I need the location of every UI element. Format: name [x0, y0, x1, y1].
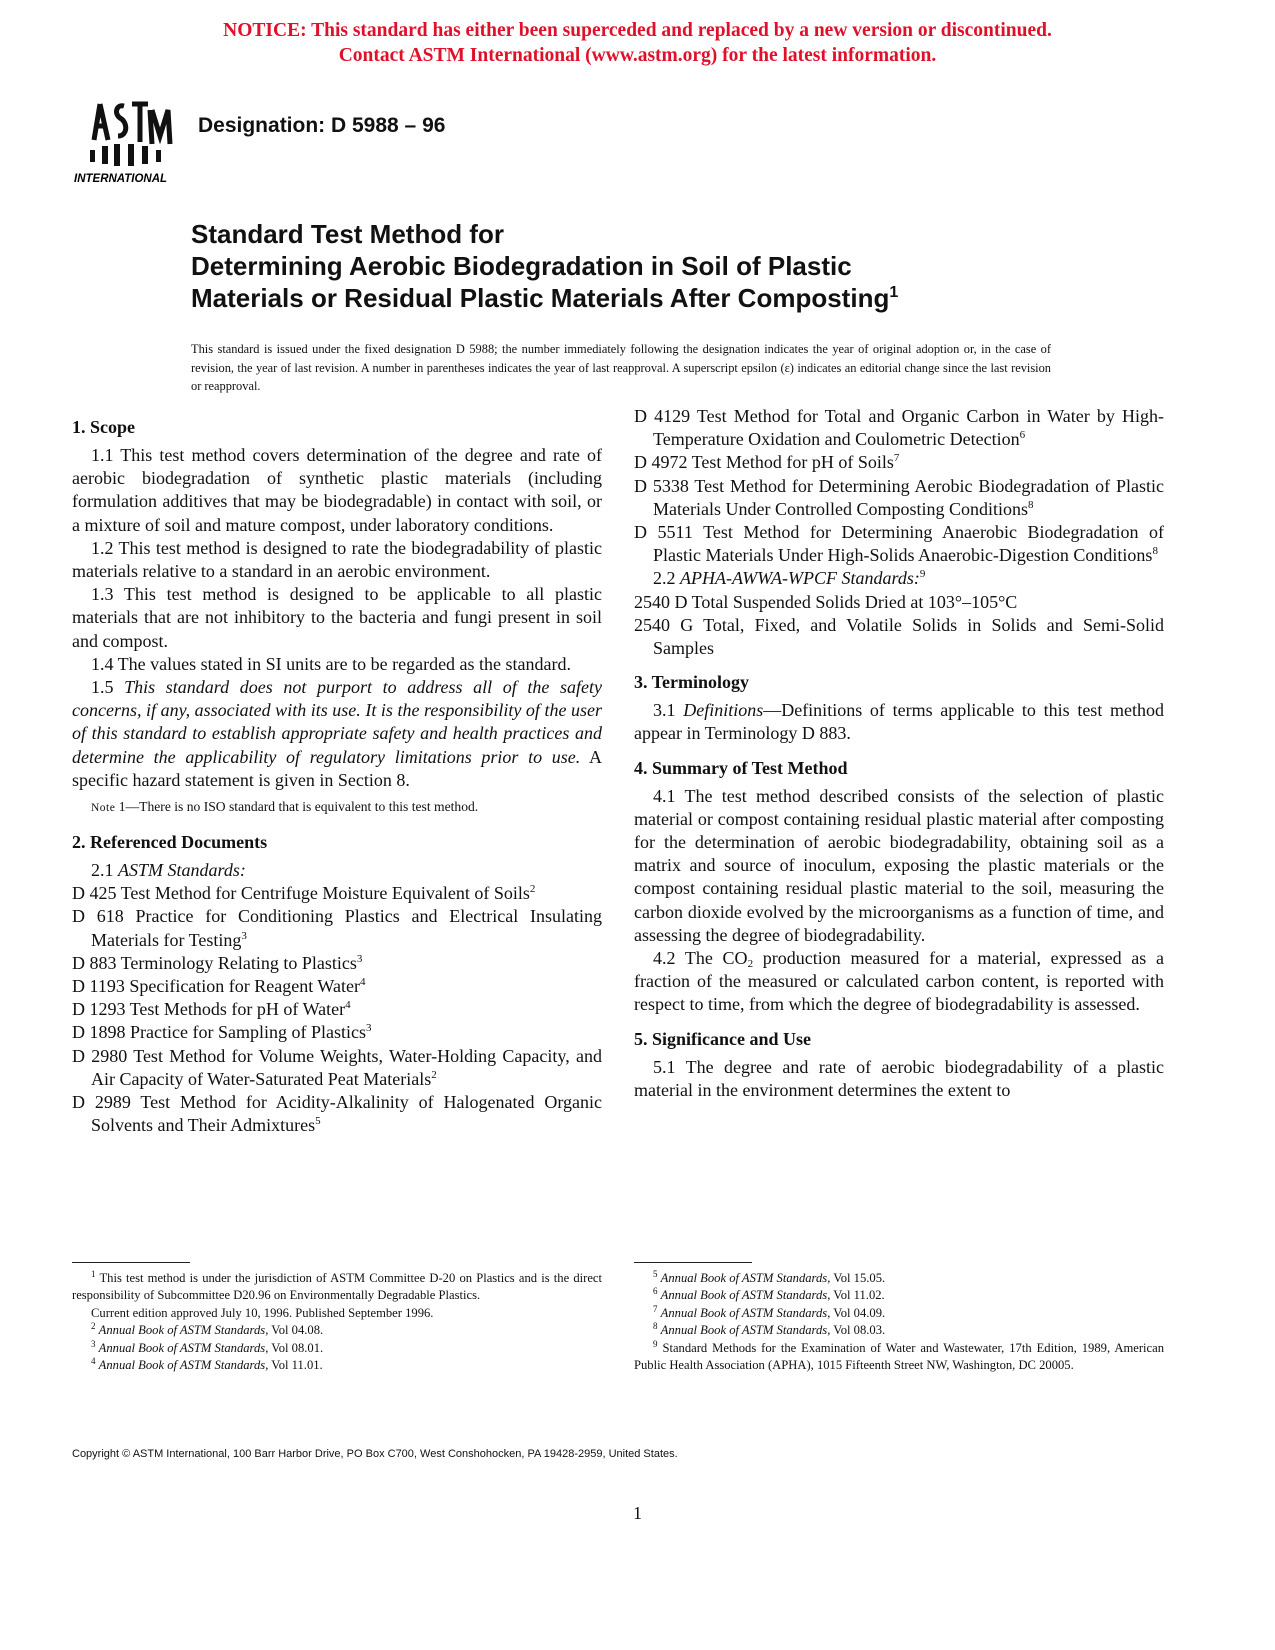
reference-item [634, 521, 1164, 567]
reference-item [634, 451, 1164, 474]
footnote-rule-left [72, 1262, 190, 1263]
reference-text: D 618 Practice for Conditioning Plastics and Electrical Insulating Materials for Testing [72, 906, 602, 950]
astm-standards-label: 2.1 ASTM Standards: [91, 860, 246, 881]
section-heading-referenced-documents: 2. Referenced Documents [72, 832, 268, 853]
reference-item [72, 905, 602, 951]
reference-text: D 5338 Test Method for Determining Aerobic Biodegradation of Plastic Materials Under Controlled Composting Conditions [634, 475, 1164, 519]
reference-footnote-mark: 2 [431, 1068, 437, 1081]
reference-text: D 2980 Test Method for Volume Weights, Water-Holding Capacity, and Air Capacity of Water-Saturated Peat Materials [72, 1045, 602, 1089]
paragraph-1-4: 1.4 The values stated in SI units are to be regarded as the standard. [91, 653, 572, 674]
footnote-book: Annual Book of ASTM Standards [98, 1358, 266, 1373]
footnote-mark: 5 [653, 1269, 658, 1279]
notice-line-2: Contact ASTM International (www.astm.org) for the latest information. [338, 45, 937, 66]
footnote-rule-right [634, 1262, 752, 1263]
apha-standards-label: 2.2 APHA-AWWA-WPCF Standards:$^9$ [653, 568, 926, 589]
reference-text: D 1898 Practice for Sampling of Plastics [72, 1022, 366, 1043]
reference-footnote-mark: 4 [359, 976, 366, 989]
footnote-item [72, 1340, 602, 1357]
footnote-item [72, 1322, 602, 1339]
reference-text: D 883 Terminology Relating to Plastics [72, 952, 357, 973]
reference-footnote-mark: 4 [345, 999, 351, 1012]
paragraph-4-2: 4.2 The $CO_2$ production measured for a material, expressed as a fraction of the measured or calculated carbon content, is reported with respect to time, from which the degree of biodegradability is assessed. [634, 948, 1164, 1015]
issuance-note: This standard is issued under the fixed designation D 5988; the number immediately following the designation indicates the year of original adoption or, in the case of revision, the year of last revision. A number in parentheses indicates the year of last reapproval. A superscript epsilon (ε) indicates an editorial change since the last revision or reapproval. [191, 342, 1051, 394]
footnote-vol: , Vol 04.08. [265, 1323, 324, 1338]
title-line-2: Determining Aerobic Biodegradation in Soil of Plastic [191, 251, 852, 281]
footnote-vol: , Vol 08.03. [827, 1323, 886, 1338]
footnote-item [634, 1305, 1164, 1322]
notice-line-1: NOTICE: This standard has either been superceded and replaced by a new version or discontinued. [223, 20, 1052, 41]
footnote-mark: 6 [653, 1286, 658, 1297]
reference-footnote-mark: 2 [529, 883, 536, 896]
reference-item [72, 998, 602, 1021]
paragraph-1-3: 1.3 This test method is designed to be applicable to all plastic materials that are not inhibitory to the bacteria and fungi present in soil and compost. [72, 584, 602, 651]
astm-logo-icon [72, 96, 180, 188]
apha-item-2540g: 2540 G Total, Fixed, and Volatile Solids in Solids and Semi-Solid Samples [634, 614, 1164, 659]
footnote-item [634, 1270, 1164, 1287]
reference-footnote-mark: 5 [315, 1115, 321, 1128]
page-number: 1 [633, 1503, 642, 1523]
left-column [72, 416, 602, 1137]
reference-item [72, 1091, 602, 1137]
footnote-mark: 2 [91, 1321, 96, 1332]
footnote-book: Annual Book of ASTM Standards [660, 1305, 828, 1320]
reference-item [72, 1021, 602, 1044]
reference-text: D 4972 Test Method for pH of Soils [634, 452, 894, 473]
footnote-vol: , Vol 11.02. [827, 1288, 885, 1303]
paragraph-3-1: 3.1 Definitions—Definitions of terms applicable to this test method appear in Terminology D 883. [634, 700, 1165, 744]
footnote-mark: 3 [91, 1338, 96, 1349]
reference-item [634, 475, 1164, 521]
footnote-vol: , Vol 11.01. [265, 1358, 323, 1373]
footnote-mark: 8 [653, 1321, 658, 1332]
designation: Designation: D 5988 – 96 [198, 114, 446, 137]
footnote-item [634, 1322, 1164, 1339]
footnote-vol: , Vol 08.01. [265, 1340, 324, 1355]
footnote-current-edition: Current edition approved July 10, 1996. Published September 1996. [91, 1305, 434, 1320]
title-line-3: Materials or Residual Plastic Materials After Composting [191, 283, 890, 313]
reference-footnote-mark: 8 [1027, 498, 1034, 511]
paragraph-1-5: 1.5 This standard does not purport to address all of the safety concerns, if any, associated with its use. It is the responsibility of the user of this standard to establish appropriate safety and health practices and determine the applicability of regulatory limitations prior to use. A specific hazard statement is given in Section 8. [72, 677, 602, 790]
section-heading-significance: 5. Significance and Use [634, 1028, 812, 1049]
copyright-line: Copyright © ASTM International, 100 Barr Harbor Drive, PO Box C700, West Conshohocken, PA 19428-2959, United States. [72, 1448, 678, 1460]
paragraph-1-2: 1.2 This test method is designed to rate the biodegradability of plastic materials relative to a standard in an aerobic environment. [72, 537, 602, 582]
right-column [634, 405, 1164, 1102]
reference-footnote-mark: 3 [365, 1022, 372, 1035]
footnote-mark: 7 [653, 1303, 658, 1314]
title-line-1: Standard Test Method for [191, 219, 504, 249]
reference-text: D 5511 Test Method for Determining Anaerobic Biodegradation of Plastic Materials Under High-Solids Anaerobic-Digestion Conditions [634, 522, 1164, 566]
footnote-book: Annual Book of ASTM Standards [660, 1271, 828, 1285]
reference-footnote-mark: 7 [893, 452, 900, 465]
footnote-book: Annual Book of ASTM Standards [660, 1323, 828, 1338]
footnote-9: $^9$ Standard Methods for the Examination of Water and Wastewater, 17th Edition, 1989, American Public Health Association (APHA), 1015 Fifteenth Street NW, Washington, DC 20005. [634, 1338, 1164, 1373]
footnote-book: Annual Book of ASTM Standards [660, 1288, 828, 1303]
reference-item [72, 952, 602, 975]
document-title [191, 218, 1091, 314]
reference-footnote-mark: 3 [241, 929, 247, 942]
footnote-item [634, 1287, 1164, 1304]
footnote-item [72, 1357, 602, 1374]
footnote-vol: , Vol 04.09. [827, 1305, 886, 1320]
logo-wordmark: INTERNATIONAL [74, 173, 168, 185]
paragraph-1-1: 1.1 This test method covers determination of the degree and rate of aerobic biodegradation of synthetic plastic materials (including formulation additives that may be biodegradable) in contact with soil, or a mixture of soil and mature compost, under laboratory conditions. [72, 445, 602, 535]
footnote-book: Annual Book of ASTM Standards [98, 1323, 266, 1338]
section-heading-summary: 4. Summary of Test Method [634, 757, 848, 778]
notice-banner [0, 18, 1275, 68]
footnote-vol: , Vol 15.05. [827, 1271, 886, 1285]
footnote-book: Annual Book of ASTM Standards [98, 1340, 266, 1355]
paragraph-4-1: 4.1 The test method described consists of the selection of plastic material or compost containing residual plastic material after composting for the determination of aerobic biodegradability, obtaining soil as a matrix and source of inoculum, exposing the plastic materials or the compost containing residual plastic material to the soil, measuring the carbon dioxide evolved by the microorganisms as a function of time, and assessing the degree of biodegradability. [634, 785, 1164, 945]
paragraph-5-1: 5.1 The degree and rate of aerobic biodegradability of a plastic material in the environment determines the extent to [634, 1056, 1164, 1100]
section-heading-scope: 1. Scope [72, 417, 135, 437]
reference-footnote-mark: 8 [1152, 545, 1158, 558]
reference-footnote-mark: 6 [1019, 429, 1026, 442]
section-heading-terminology: 3. Terminology [634, 672, 750, 693]
reference-item [72, 975, 602, 998]
footnotes-right [634, 1270, 1164, 1374]
title-footnote-mark: 1 [889, 284, 899, 301]
reference-item [72, 882, 602, 905]
reference-text: D 1193 Specification for Reagent Water [72, 976, 360, 997]
reference-item [634, 405, 1164, 451]
apha-item-2540d: 2540 D Total Suspended Solids Dried at 103°–105°C [634, 591, 1018, 612]
footnote-mark: 4 [91, 1356, 96, 1367]
footnotes-left [72, 1270, 602, 1374]
reference-text: D 4129 Test Method for Total and Organic Carbon in Water by High-Temperature Oxidation and Coulometric Detection [634, 406, 1164, 450]
note-1: Note 1—There is no ISO standard that is equivalent to this test method. [91, 799, 479, 815]
footnote-1: $^1$ This test method is under the jurisdiction of ASTM Committee D-20 on Plastics and is the direct responsibility of Subcommittee D20.96 on Environmentally Degradable Plastics. [72, 1269, 603, 1303]
reference-item [72, 1045, 602, 1091]
reference-text: D 2989 Test Method for Acidity-Alkalinity of Halogenated Organic Solvents and Their Admixtures [72, 1092, 602, 1136]
reference-footnote-mark: 3 [356, 952, 363, 965]
reference-text: D 425 Test Method for Centrifuge Moisture Equivalent of Soils [72, 883, 530, 904]
reference-text: D 1293 Test Methods for pH of Water [72, 999, 346, 1020]
